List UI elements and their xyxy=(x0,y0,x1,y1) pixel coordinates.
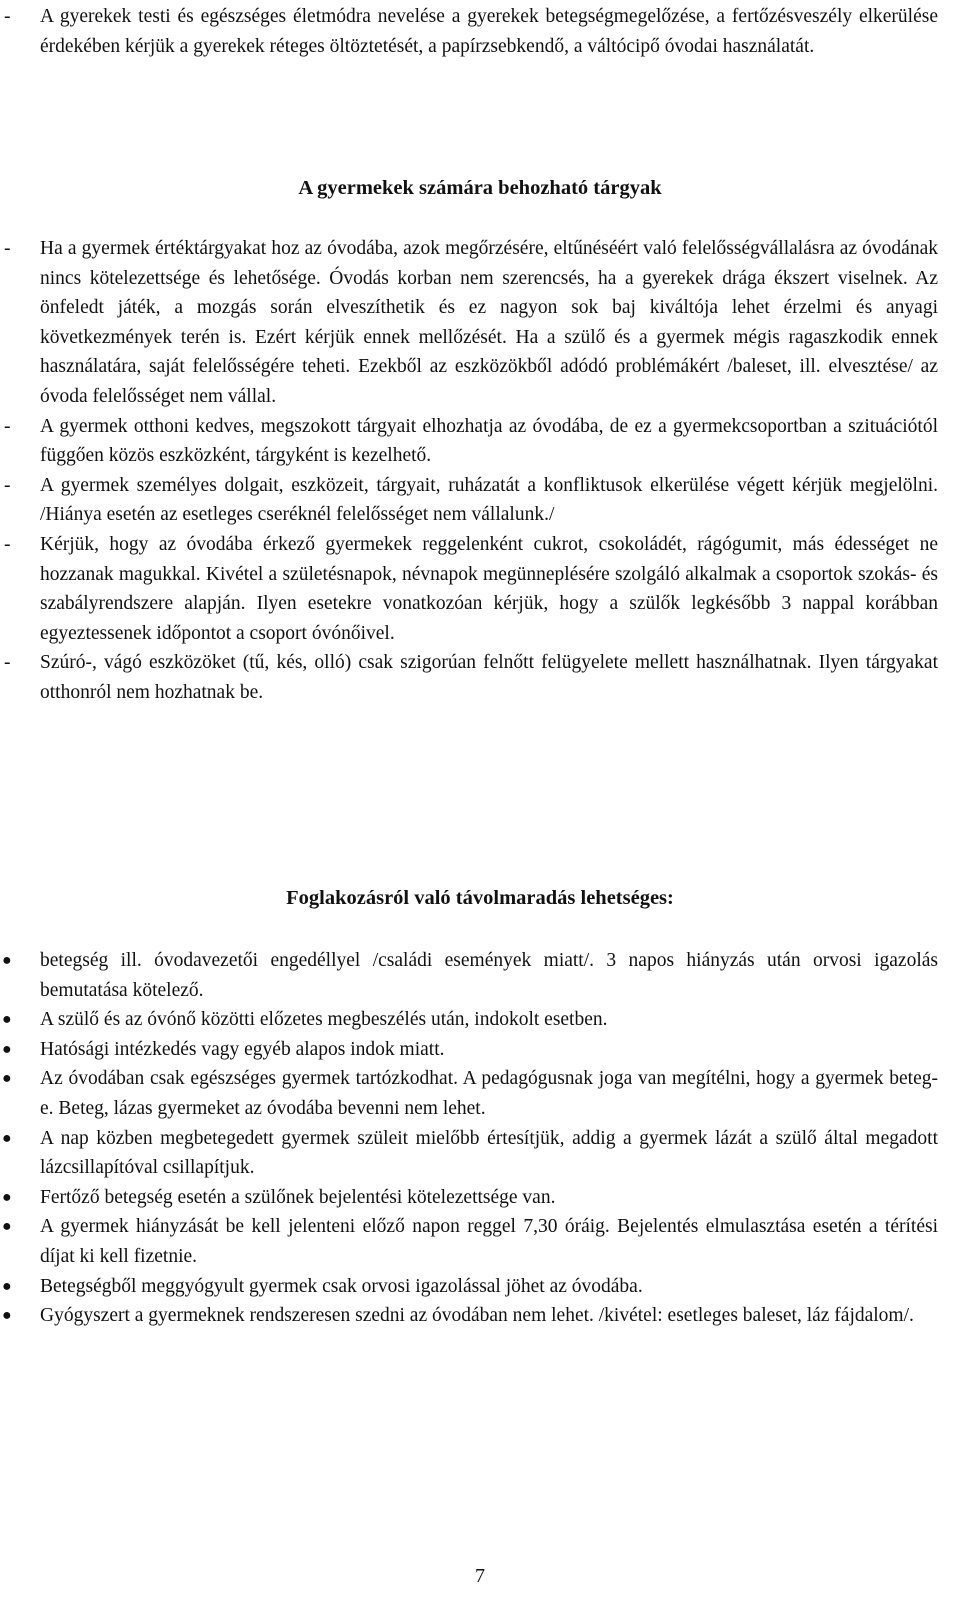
items-list xyxy=(0,234,960,708)
dash-marker: - xyxy=(4,238,11,259)
bullet-marker: ● xyxy=(2,1070,12,1088)
bullet-marker: ● xyxy=(2,1307,12,1325)
bullet-marker: ● xyxy=(2,1277,12,1295)
page-number: 7 xyxy=(475,1565,485,1587)
dash-marker: - xyxy=(4,652,11,674)
list-item xyxy=(0,530,960,648)
bullet-marker: ● xyxy=(2,1129,12,1147)
list-item-text: Gyógyszert a gyermeknek rendszeresen szedni az óvodában nem lehet. /kivétel: esetleges baleset, láz fájdalom/. xyxy=(40,1305,914,1327)
list-item xyxy=(0,412,960,471)
dash-marker: - xyxy=(4,474,11,496)
bullet-marker: ● xyxy=(2,952,12,969)
dash-marker: - xyxy=(4,415,11,437)
list-item xyxy=(0,1064,960,1123)
list-item xyxy=(0,648,960,707)
list-item xyxy=(0,234,960,412)
dash-marker: - xyxy=(4,6,11,27)
section-heading-items: A gyermekek számára behozható tárgyak xyxy=(298,177,662,199)
list-item-text: Ha a gyermek értéktárgyakat hoz az óvodába, azok megőrzésére, eltűnéséért való felelősségvállalásra az óvodának nincs kötelezettsége és lehetősége. Óvodás korban nem szerencsés, ha a gyerekek drága ékszert viselnek. Az önfeledt játék, a mozgás során elveszíthetik és ez nagyon sok baj kiváltója lehet érzelmi és anyagi következmények terén is. Ezért kérjük ennek mellőzését. Ha a szülő és a gyermek mégis ragaszkodik ennek használatára, saját felelősségére teheti. Ezekből az eszközökből adódó problémákért /baleset, ill. elvesztése/ az óvoda felelősséget nem vállal. xyxy=(40,238,938,407)
list-item xyxy=(0,1035,960,1065)
list-item xyxy=(0,1183,960,1213)
list-item-text: Az óvodában csak egészséges gyermek tartózkodhat. A pedagógusnak joga van megítélni, hogy a gyermek beteg-e. Beteg, lázas gyermeket az óvodába bevenni nem lehet. xyxy=(40,1068,938,1119)
list-item-text: A gyermek otthoni kedves, megszokott tárgyait elhozhatja az óvodába, de ez a gyermekcsoportban a szituációtól függően közös eszközként, tárgyként is kezelhető. xyxy=(40,415,938,467)
list-item xyxy=(0,1301,960,1331)
list-item-text: A szülő és az óvónő közötti előzetes megbeszélés után, indokolt esetben. xyxy=(40,1009,608,1031)
list-item-text: A nap közben megbetegedett gyermek szüleit mielőbb értesítjük, addig a gyermek lázát a szülő által megadott lázcsillapítóval csillapítjuk. xyxy=(40,1127,938,1179)
list-item xyxy=(0,1272,960,1302)
list-item xyxy=(0,946,960,1005)
dash-marker: - xyxy=(4,533,11,555)
list-item xyxy=(0,1005,960,1035)
list-item xyxy=(0,1212,960,1271)
bullet-marker: ● xyxy=(2,1040,12,1058)
list-item-text: A gyermek személyes dolgait, eszközeit, tárgyait, ruházatát a konfliktusok elkerülése végett kérjük megjelölni. /Hiánya esetén az esetleges cseréknél felelősséget nem vállalunk./ xyxy=(40,474,938,526)
bullet-marker: ● xyxy=(2,1011,12,1029)
list-item xyxy=(0,2,960,61)
list-item-text: Betegségből meggyógyult gyermek csak orvosi igazolással jöhet az óvodába. xyxy=(40,1275,643,1297)
section-heading-absence: Foglakozásról való távolmaradás lehetséges: xyxy=(286,887,674,909)
bullet-marker: ● xyxy=(2,1188,12,1206)
list-item-text: Szúró-, vágó eszközöket (tű, kés, olló) csak szigorúan felnőtt felügyelete mellett használhatnak. Ilyen tárgyakat otthonról nem hozhatnak be. xyxy=(40,652,938,703)
list-item xyxy=(0,1124,960,1183)
absence-list xyxy=(0,946,960,1331)
list-item-text: A gyerekek testi és egészséges életmódra nevelése a gyerekek betegségmegelőzése, a fertőzésveszély elkerülése érdekében kérjük a gyerekek réteges öltöztetését, a papírzsebkendő, a váltócipő óvodai használatát. xyxy=(40,6,938,57)
list-item-text: Fertőző betegség esetén a szülőnek bejelentési kötelezettsége van. xyxy=(40,1186,556,1208)
list-item-text: A gyermek hiányzását be kell jelenteni előző napon reggel 7,30 óráig. Bejelentés elmulasztása esetén a térítési díjat ki kell fizetnie. xyxy=(40,1216,938,1267)
bullet-marker: ● xyxy=(2,1218,12,1236)
list-item-text: betegség ill. óvodavezetői engedéllyel /családi események miatt/. 3 napos hiányzás után orvosi igazolás bemutatása kötelező. xyxy=(40,950,938,1001)
intro-list xyxy=(0,2,960,61)
list-item-text: Hatósági intézkedés vagy egyéb alapos indok miatt. xyxy=(40,1038,445,1060)
list-item xyxy=(0,471,960,530)
list-item-text: Kérjük, hogy az óvodába érkező gyermekek reggelenként cukrot, csokoládét, rágógumit, más édességet ne hozzanak magukkal. Kivétel a születésnapok, névnapok megünneplésére szolgáló alkalmak a csoportok szokás- és szabályrendszere alapján. Ilyen esetekre vonatkozóan kérjük, hogy a szülők legkésőbb 3 nappal korábban egyeztessenek időpontot a csoport óvónőivel. xyxy=(40,533,938,644)
